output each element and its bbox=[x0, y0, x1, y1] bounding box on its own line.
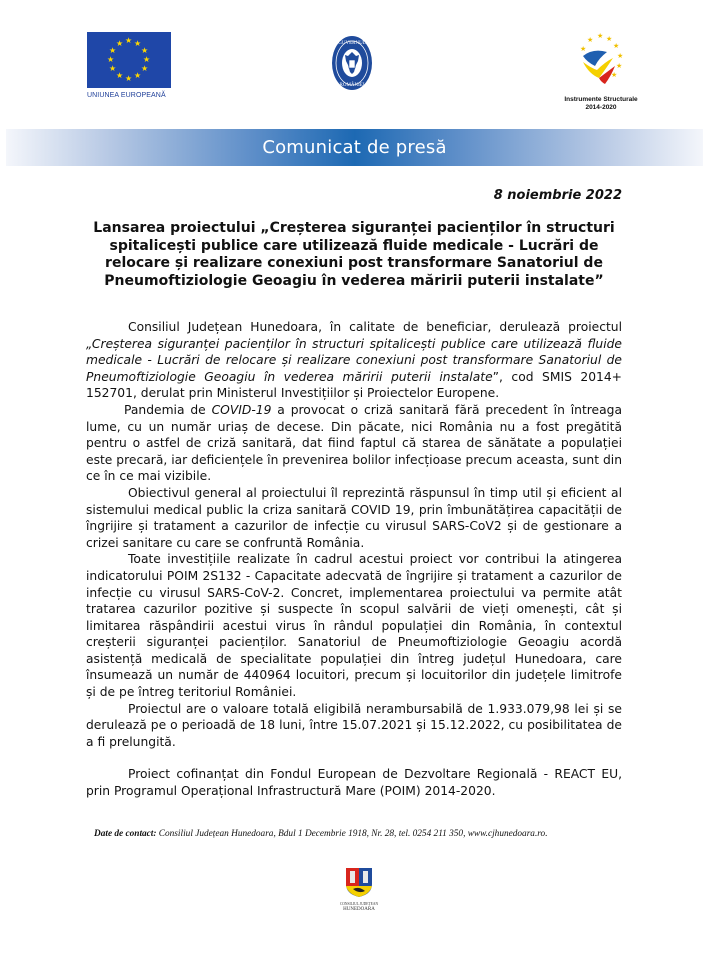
contact-label: Date de contact: bbox=[94, 829, 157, 839]
svg-text:★: ★ bbox=[617, 52, 624, 60]
contact-text: Consiliul Județean Hunedoara, Bdul 1 Decembrie 1918, Nr. 28, tel. 0254 211 350, www.cjhunedoara.ro. bbox=[156, 829, 548, 839]
svg-text:★: ★ bbox=[597, 32, 604, 40]
svg-text:GUVERNUL: GUVERNUL bbox=[338, 41, 366, 46]
structural-instruments-icon bbox=[571, 32, 631, 90]
county-coat-of-arms-icon bbox=[344, 866, 374, 898]
svg-text:★: ★ bbox=[611, 71, 618, 79]
government-seal-icon bbox=[323, 34, 381, 92]
press-release-body bbox=[86, 319, 622, 800]
release-date: 8 noiembrie 2022 bbox=[493, 188, 622, 203]
svg-text:★: ★ bbox=[606, 35, 613, 43]
structural-instruments-logo bbox=[552, 32, 650, 112]
svg-text:★: ★ bbox=[587, 36, 594, 44]
paragraph-pandemic: Pandemia de COVID-19 a provocat o criză sanitară fără precedent în întreaga lume, cu un număr uriaș de decese. Din păcate, nici România nu a fost pregătită pentru o astfel de criză sanitară, dat fiind faptul că starea de sănătate a populației este precară, iar deficiențele în prevenirea bolilor infecțioase precum aceasta, sunt din ce în ce mai vizibile. bbox=[86, 402, 622, 484]
svg-text:ROMÂNIEI: ROMÂNIEI bbox=[339, 83, 365, 88]
banner-title: Comunicat de presă bbox=[262, 137, 447, 158]
romanian-government-logo bbox=[323, 34, 381, 92]
paragraph-objective: Obiectivul general al proiectului îl reprezintă răspunsul în timp util și eficient al sistemului medical public la criza sanitară COVID 19, prin îmbunătățirea capacității de îngrijire și tratament a cazurilor de infecție cu virusul SARS-CoV2 și de gestionare a crizei sanitare cu care se confruntă România. bbox=[86, 485, 622, 550]
svg-text:★: ★ bbox=[616, 62, 623, 70]
press-release-banner bbox=[6, 129, 703, 166]
county-logo-caption: CONSILIUL JUDEȚEAN HUNEDOARA bbox=[339, 902, 379, 912]
press-release-title: Lansarea proiectului „Creșterea siguranței pacienților în structuri spitalicești publice care utilizează fluide medicale - Lucrări de relocare și realizare conexiuni post transformare Sanatoriul de Pneumoftiziologie Geoagiu în vederea măririi puterii instalate” bbox=[93, 220, 615, 289]
eu-logo bbox=[87, 32, 171, 99]
paragraph-cofinancing: Proiect cofinanțat din Fondul European de Dezvoltare Regională - REACT EU, prin Programul Operațional Infrastructură Mare (POIM) 2014-2020. bbox=[86, 767, 622, 799]
paragraph-beneficiary: Consiliul Județean Hunedoara, în calitate de beneficiar, derulează proiectul „Creșterea siguranței pacienților în structuri spitalicești publice care utilizează fluide medicale - Lucrări de relocare și realizare conexiuni post transformare Sanatoriul de Pneumoftiziologie Geoagiu în vederea măririi puterii instalate”, cod SMIS 2014+ 152701, derulat prin Ministerul Investițiilor și Proiectelor Europene. bbox=[86, 320, 622, 401]
svg-text:★: ★ bbox=[613, 42, 620, 50]
eu-caption: UNIUNEA EUROPEANĂ bbox=[87, 92, 166, 99]
eu-flag-icon: ★ ★ ★ ★ ★ ★ ★ ★ ★ ★ ★ ★ bbox=[87, 32, 171, 88]
structural-instruments-caption: Instrumente Structurale 2014-2020 bbox=[564, 96, 638, 111]
svg-text:★: ★ bbox=[580, 45, 587, 53]
paragraph-value: Proiectul are o valoare totală eligibilă nerambursabilă de 1.933.079,98 lei și se derulează pe o perioadă de 18 luni, între 15.07.2021 și 15.12.2022, cu posibilitatea de a fi prelungită. bbox=[86, 701, 622, 749]
contact-info bbox=[94, 829, 548, 839]
county-council-logo bbox=[336, 866, 382, 913]
paragraph-investments: Toate investițiile realizate în cadrul acestui proiect vor contribui la atingerea indicatorului POIM 2S132 - Capacitate adecvată de îngrijire și tratament a cazurilor de infecție cu virusul SARS-CoV-2. Concret, implementarea proiectului va permite atât tratarea cazurilor pozitive și suspecte în scopul salvării de vieți omenești, cât și limitarea răspândirii acestui virus în rândul populației din România, în contextul creșterii siguranței pacienților. Sanatoriul de Pneumoftiziologie Geoagiu acordă asistență medicală de specialitate populației din întreg județul Hunedoara, care însumează un număr de 440964 locuitori, precum și locuitorilor din județele limitrofe și de pe întreg teritoriul României. bbox=[86, 552, 622, 700]
